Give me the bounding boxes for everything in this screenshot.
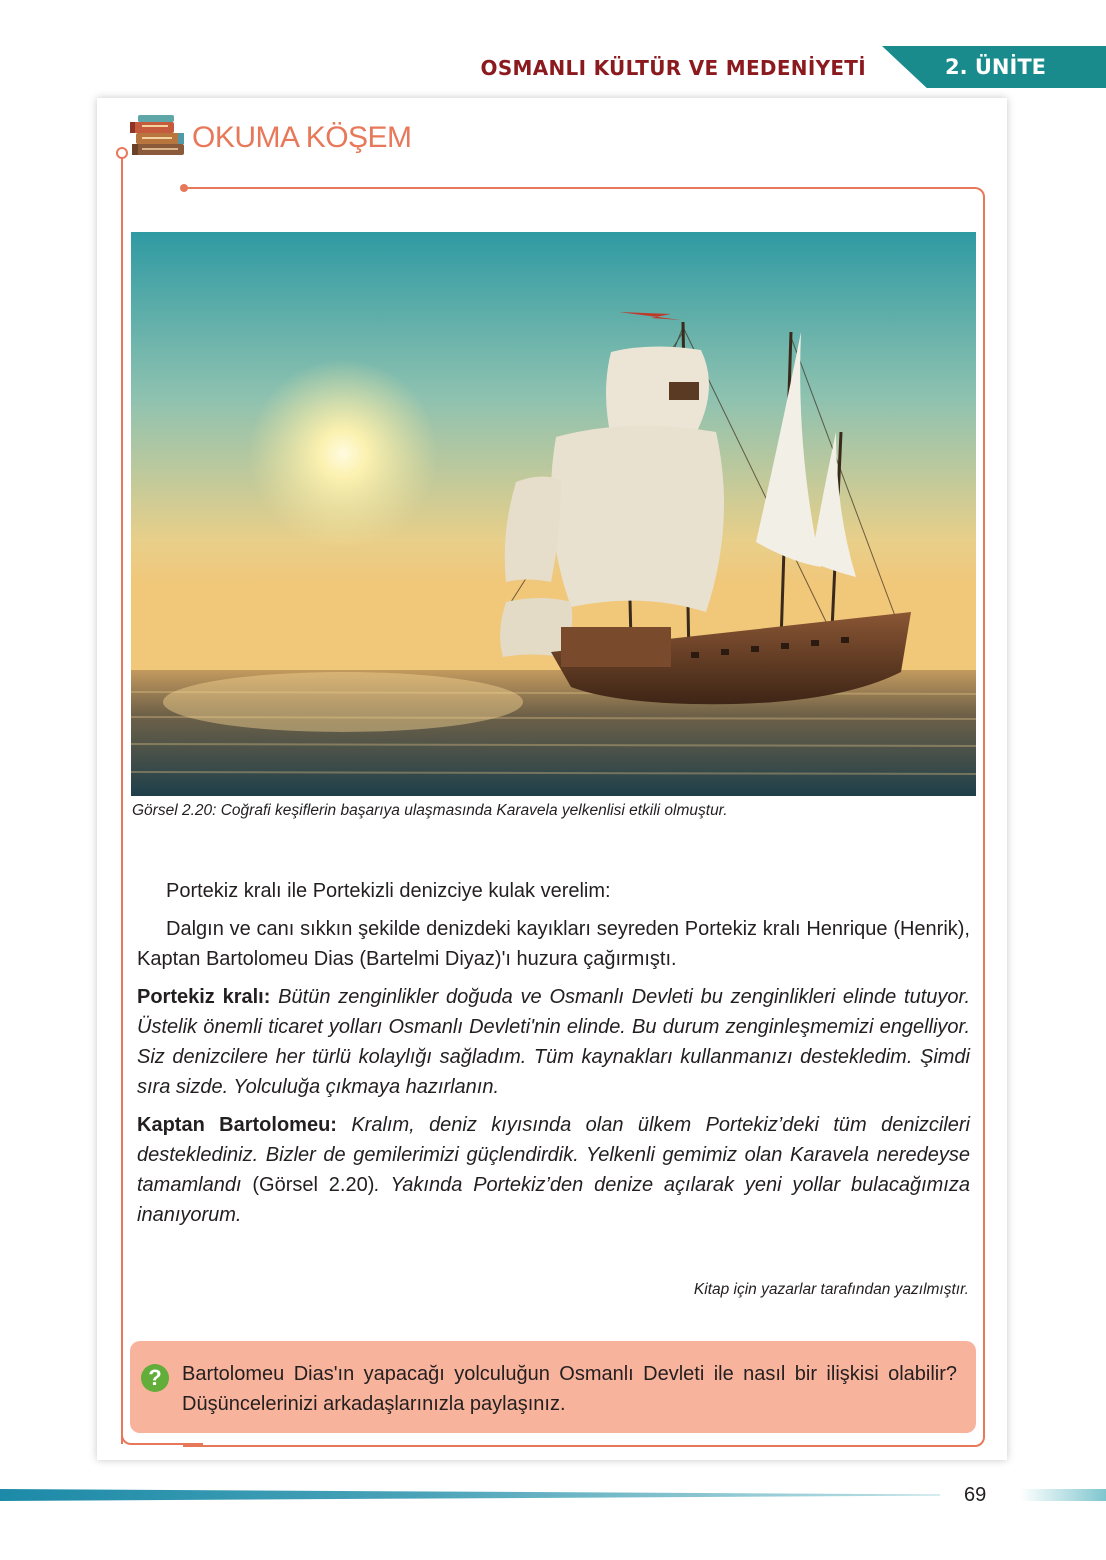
- source-credit: Kitap için yazarlar tarafından yazılmıştır.: [693, 1281, 969, 1298]
- frame-dot: [180, 184, 188, 192]
- frame-line: [121, 152, 123, 1444]
- unit-label: 2. ÜNİTE: [944, 55, 1046, 79]
- page-number: 69: [964, 1484, 987, 1506]
- question-text: Bartolomeu Dias'ın yapacağı yolculuğun Osmanlı Devleti ile nasıl bir ilişkisi olabilir? Düşüncelerinizi arkadaşlarınızla paylaşınız.: [182, 1363, 957, 1415]
- speaker-label: Portekiz kralı:: [137, 986, 271, 1008]
- figure-reference: (Görsel 2.20): [252, 1174, 375, 1196]
- books-icon: [128, 114, 190, 158]
- reading-text: [137, 876, 970, 1238]
- header-title: OSMANLI KÜLTÜR VE MEDENİYETİ: [480, 56, 866, 80]
- dialogue-captain: [137, 1110, 970, 1230]
- speech-text: . Yakında Portekiz’den denize açılarak yeni yollar bulacağımıza inanıyorum.: [137, 1174, 970, 1226]
- caravel-photo: [131, 232, 976, 796]
- figure-caption: Görsel 2.20: Coğrafi keşiflerin başarıya ulaşmasında Karavela yelkenlisi etkili olmuştur.: [132, 802, 728, 819]
- question-icon: ?: [141, 1364, 169, 1392]
- frame-corner: [121, 1433, 203, 1445]
- paragraph: Portekiz kralı ile Portekizli denizciye kulak verelim:: [166, 880, 611, 902]
- footer-line: [0, 1489, 940, 1501]
- speech-text: Bütün zenginlikler doğuda ve Osmanlı Devleti bu zenginlikleri elinde tutuyor. Üstelik önemli ticaret yolları Osmanlı Devleti'nin elinde. Bu durum zenginleşmemizi engelliyor. Siz denizcilere her türlü kolaylığı sağladım. Tüm kaynakları kullanmanızı destekledim. Şimdi sıra sizde. Yolculuğa çıkmaya hazırlanın.: [137, 986, 970, 1098]
- speaker-label: Kaptan Bartolomeu:: [137, 1114, 337, 1136]
- paragraph: Dalgın ve canı sıkkın şekilde denizdeki kayıkları seyreden Portekiz kralı Henrique (Henrik), Kaptan Bartolomeu Dias (Bartelmi Diyaz)'ı huzura çağırmıştı.: [137, 918, 970, 970]
- section-title: OKUMA KÖŞEM: [192, 121, 412, 154]
- question-box: [130, 1341, 976, 1433]
- speech-text: Kralım, deniz kıyısında olan ülkem Portekiz’deki tüm denizcileri desteklediniz. Bizler de gemilerimizi güçlendirdik. Yelkenli gemimiz olan Karavela neredeyse tamamlandı: [137, 1114, 970, 1196]
- footer-line: [1020, 1489, 1106, 1501]
- dialogue-king: [137, 982, 970, 1102]
- frame-dot: [116, 147, 128, 159]
